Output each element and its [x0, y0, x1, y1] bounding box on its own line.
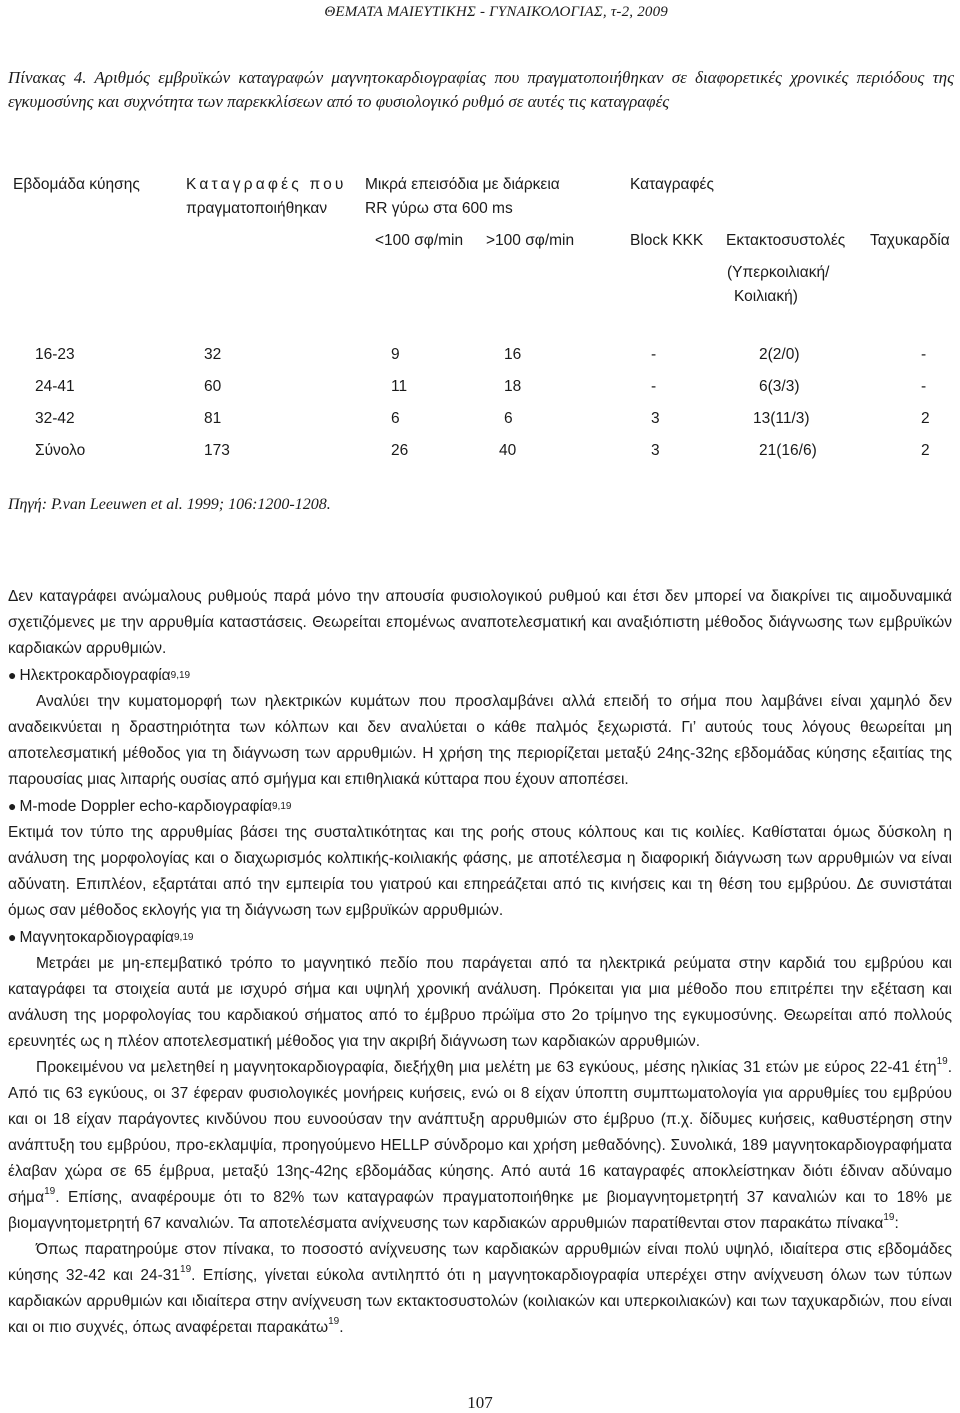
header-gt100: >100 σφ/min — [486, 232, 575, 249]
paragraph: Αναλύει την κυματομορφή των ηλεκτρικών κυμάτων που προσλαμβάνει αλλά επειδή το σήμα που λαμβάνει είναι χαμηλό δεν αναδεικνύεται η δραστηριότητα των κόλπων και δεν αναλύεται ο κάθε παλμός ξεχωριστά. Γι’ αυτούς τους λόγους θεωρείται μη αποτελεσματική μέθοδος για τη διάγνωση των αρρυθμιών. Η χρήση της περιορίζεται μεταξύ 24ης-32ης εβδομάδας κύησης εξαιτίας της παρουσίας μιας λιπαρής ουσίας από σμήγμα και επιθηλιακά κύτταρα που έχουν αποπέσει. — [8, 693, 952, 788]
table-source: Πηγή: P.van Leeuwen et al. 1999; 106:1200-1208. — [8, 496, 331, 513]
cell-block: - — [651, 346, 657, 363]
paragraph — [8, 1055, 952, 1237]
heading-text: Ηλεκτροκαρδιογραφία — [19, 667, 171, 684]
text-run: . Επίσης, αναφέρουμε ότι το 82% των καταγραφών πραγματοποιήθηκε με βιομαγνητομετρητή 37 καναλιών και το 18% με βιομαγνητομετρητή 67 καναλιών. Τα αποτελέσματα ανίχνευσης των καρδιακών αρρυθμιών παρατίθενται στον παρακάτω πίνακα — [8, 1189, 952, 1232]
header-episodes-line2: RR γύρω στα 600 ms — [365, 200, 513, 217]
page-number: 107 — [467, 1393, 493, 1412]
cell-extrasystoles: 21(16/6) — [759, 442, 817, 459]
header-episodes-line1: Μικρά επεισόδια με διάρκεια — [365, 176, 560, 193]
cell-lt100: 11 — [391, 378, 408, 395]
header-extrasystoles-sub1: (Υπερκοιλιακή/ — [727, 264, 830, 281]
text-run: Όπως παρατηρούμε στον πίνακα, το ποσοστό ανίχνευσης των καρδιακών αρρυθμιών είναι πολύ υψηλό, ιδιαίτερα στις εβδομάδες κύησης 32-42 και 24-31 — [8, 1241, 952, 1284]
reference: 19 — [936, 1055, 948, 1067]
paragraph: Δεν καταγράφει ανώμαλους ρυθμούς παρά μόνο την απουσία φυσιολογικού ρυθμού και έτσι δεν μπορεί να διακρίνει τις αιμοδυναμικά σχετιζόμενες με την αρρυθμία καταστάσεις. Θεωρείται επομένως αναποτελεσματική και αναξιόπιστη μέθοδος διάγνωσης των εμβρυϊκών καρδιακών αρρυθμιών. — [8, 588, 952, 657]
bullet-icon: ● — [8, 798, 17, 814]
heading-text: M-mode Doppler echo-καρδιογραφία — [19, 798, 272, 815]
cell-week: 32-42 — [35, 410, 75, 427]
reference: 19 — [180, 1263, 192, 1275]
paragraph: Εκτιμά τον τύπο της αρρυθμίας βάσει της συσταλτικότητας και της ροής στους κόλπους και τις κοιλίες. Καθίσταται όμως δύσκολη η ανάλυση της μορφολογίας και ο διαχωρισμός κολπικής-κοιλιακής φάσης, με αποτέλεσμα η διαφορική διάγνωση των αρρυθμιών να είναι αδύνατη. Επιπλέον, εξαρτάται από την εμπειρία του γιατρού και επηρεάζεται από τις κινήσεις και τη θέση του εμβρύου. Δε συνιστάται όμως σαν μέθοδος εκλογής για τη διάγνωση των εμβρυϊκών αρρυθμιών. — [8, 824, 952, 919]
reference: 19 — [883, 1211, 895, 1223]
header-week: Εβδομάδα κύησης — [13, 176, 140, 193]
cell-lt100: 26 — [391, 442, 409, 459]
header-recordings-line1: Καταγραφές που — [186, 176, 347, 193]
header-lt100: <100 σφ/min — [375, 232, 464, 249]
cell-lt100: 6 — [391, 410, 400, 427]
section-heading-doppler: ● M-mode Doppler echo-καρδιογραφία $^{9,19}$ — [8, 793, 952, 820]
reference: 19 — [44, 1185, 56, 1197]
reference: 19 — [328, 1315, 340, 1327]
header-block: Block KKK — [630, 232, 704, 249]
text-run: : — [894, 1215, 899, 1232]
arrhythmia-table — [8, 174, 954, 474]
cell-recordings: 32 — [204, 346, 222, 363]
section-heading-ecg: ● Ηλεκτροκαρδιογραφία $^{9,19}$ — [8, 662, 952, 689]
cell-week-total: Σύνολο — [35, 442, 86, 459]
cell-week: 24-41 — [35, 378, 75, 395]
header-tachycardia: Ταχυκαρδία — [870, 232, 950, 249]
article-body — [8, 584, 952, 1341]
cell-tachycardia: - — [921, 378, 927, 395]
header-extrasystoles-sub2: Κοιλιακή) — [734, 288, 798, 305]
text-run: . Επίσης, γίνεται εύκολα αντιληπτό ότι η μαγνητοκαρδιογραφία υπερέχει στην ανίχνευση όλων των τύπων καρδιακών αρρυθμιών και ιδιαίτερα στην ανίχνευση των εκτακτοσυστολών (κοιλιακών και υπερκοιλιακών) και των ταχυκαρδιών, που είναι και οι πιο συχνές, όπως αναφέρεται παρακάτω — [8, 1267, 952, 1336]
cell-gt100: 16 — [504, 346, 522, 363]
header-extrasystoles: Εκτακτοσυστολές — [726, 232, 846, 249]
cell-lt100: 9 — [391, 346, 400, 363]
cell-gt100: 18 — [504, 378, 522, 395]
paragraph — [8, 1237, 952, 1341]
cell-recordings: 60 — [204, 378, 222, 395]
cell-block: - — [651, 378, 657, 395]
heading-text: Μαγνητοκαρδιογραφία — [19, 929, 174, 946]
text-run: Προκειμένου να μελετηθεί η μαγνητοκαρδιογραφία, διεξήχθη μια μελέτη με 63 εγκύους, μέσης ηλικίας 31 ετών με εύρος 22-41 έτη — [36, 1059, 937, 1076]
cell-tachycardia: 2 — [921, 410, 930, 427]
table-caption: Πίνακας 4. Αριθμός εμβρυϊκών καταγραφών μαγνητοκαρδιογραφίας που πραγματοποιήθηκαν σε διαφορετικές χρονικές περιόδους της εγκυμοσύνης και συχνότητα των παρεκκλίσεων από το φυσιολογικό ρυθμό σε αυτές τις καταγραφές — [8, 68, 954, 111]
header-records: Καταγραφές — [630, 176, 714, 193]
running-head: ΘΕΜΑΤΑ ΜΑΙΕΥΤΙΚΗΣ - ΓΥΝΑΙΚΟΛΟΓΙΑΣ, τ-2, 2009 — [324, 4, 668, 20]
cell-block: 3 — [651, 442, 660, 459]
header-recordings-line2: πραγματοποιήθηκαν — [186, 200, 328, 217]
cell-block: 3 — [651, 410, 660, 427]
section-heading-mcg: ● Μαγνητοκαρδιογραφία $^{9,19}$ — [8, 924, 952, 951]
text-run: . — [339, 1319, 344, 1336]
paragraph: Μετράει με μη-επεμβατικό τρόπο το μαγνητικό πεδίο που παράγεται από τα ηλεκτρικά ρεύματα στην καρδιά του εμβρύου και καταγράφει τα στοιχεία αυτά με ισχυρό σήμα και υψηλή χρονική ανάλυση. Πρόκειται για μια μέθοδο που επιτρέπει την εξέταση και ανάλυση της μορφολογίας του καρδιακού σήματος από το έμβρυο πρώϊμα στο 2ο τρίμηνο της εγκυμοσύνης. Θεωρείται από πολλούς ερευνητές ως η πλέον αποτελεσματική μέθοδος για την ακριβή διάγνωση των καρδιακών αρρυθμιών. — [8, 955, 952, 1050]
cell-recordings: 173 — [204, 442, 230, 459]
cell-recordings: 81 — [204, 410, 222, 427]
cell-extrasystoles: 6(3/3) — [759, 378, 800, 395]
cell-gt100: 6 — [504, 410, 513, 427]
text-run: . Από τις 63 εγκύους, οι 37 έφεραν φυσιολογικές μονήρεις κυήσεις, ενώ οι 8 είχαν ύποπτη συμπτωματολογία για αρρυθμίες του εμβρύου και οι 18 είχαν παράγοντες κινδύνου που ευνοούσαν την ανάπτυξη αρρυθμιών στο έμβρυο (π.χ. δίδυμες κυήσεις, καθυστέρηση στην ανάπτυξη του εμβρύου, προ-εκλαμψία, προηγούμενο HELLP σύνδρομο και χρήση μεθαδόνης). Συνολικά, 189 μαγνητοκαρδιογραφήματα έλαβαν χώρα σε 65 έμβρυα, μεταξύ 13ης-42ης εβδομάδας κύησης. Από αυτά 16 καταγραφές αποκλείστηκαν διότι έδιναν αδύναμο σήμα — [8, 1059, 952, 1206]
bullet-icon: ● — [8, 667, 17, 683]
cell-week: 16-23 — [35, 346, 75, 363]
cell-extrasystoles: 2(2/0) — [759, 346, 800, 363]
cell-gt100: 40 — [499, 442, 517, 459]
bullet-icon: ● — [8, 929, 17, 945]
cell-tachycardia: 2 — [921, 442, 930, 459]
cell-extrasystoles: 13(11/3) — [753, 410, 810, 427]
cell-tachycardia: - — [921, 346, 927, 363]
